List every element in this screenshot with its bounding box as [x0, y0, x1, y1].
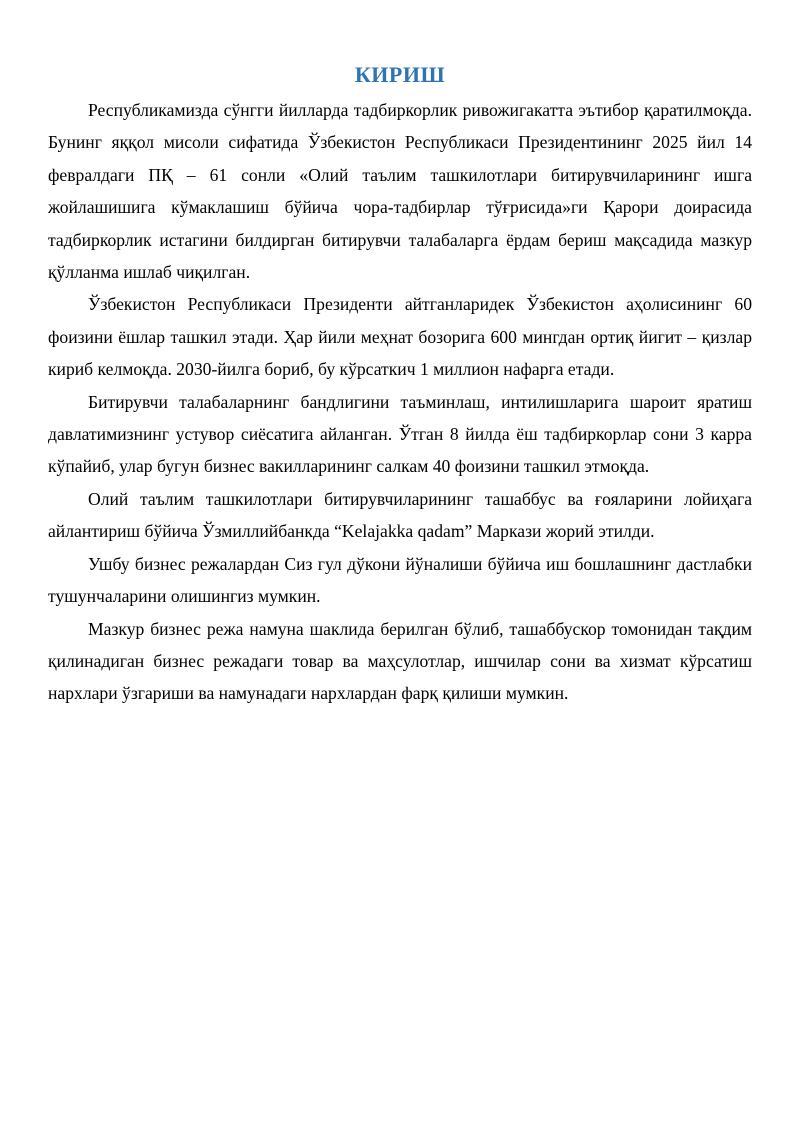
paragraph-2: Ўзбекистон Республикаси Президенти айтганларидек Ўзбекистон аҳолисининг 60 фоизини ёшлар ташкил этади. Ҳар йили меҳнат бозорига 600 мингдан ортиқ йигит – қизлар кириб келмоқда. 2030-йилга бориб, бу кўрсаткич 1 миллион нафарга етади.: [48, 294, 752, 380]
paragraph-5: Ушбу бизнес режалардан Сиз гул дўкони йўналиши бўйича иш бошлашнинг дастлабки тушунчаларини олишингиз мумкин.: [48, 553, 752, 607]
page-title: КИРИШ: [354, 62, 446, 87]
document-body: [48, 60, 752, 710]
paragraph-6: Мазкур бизнес режа намуна шаклида берилган бўлиб, ташаббускор томонидан тақдим қилинадиган бизнес режадаги товар ва маҳсулотлар, ишчилар сони ва хизмат кўрсатиш нархлари ўзгариши ва намунадаги нархлардан фарқ қилиши мумкин.: [48, 618, 752, 704]
paragraph-3: Битирувчи талабаларнинг бандлигини таъминлаш, интилишларига шароит яратиш давлатимизнинг устувор сиёсатига айланган. Ўтган 8 йилда ёш тадбиркорлар сони 3 карра кўпайиб, улар бугун бизнес вакилларининг салкам 40 фоизини ташкил этмоқда.: [48, 391, 752, 477]
paragraph-4: Олий таълим ташкилотлари битирувчиларининг ташаббус ва ғояларини лойиҳага айлантириш бўйича Ўзмиллийбанкда “Kelajakka qadam” Маркази жорий этилди.: [48, 488, 752, 542]
paragraph-1: Республикамизда сўнгги йилларда тадбиркорлик ривожигакатта эътибор қаратилмоқда. Бунинг яққол мисоли сифатида Ўзбекистон Республикаси Президентининг 2025 йил 14 февралдаги ПҚ – 61 сонли «Олий таълим ташкилотлари битирувчиларининг ишга жойлашишига кўмаклашиш бўйича чора-тадбирлар тўғрисида»ги Қарори доирасида тадбиркорлик истагини билдирган битирувчи талабаларга ёрдам бериш мақсадида мазкур қўлланма ишлаб чиқилган.: [48, 100, 752, 283]
